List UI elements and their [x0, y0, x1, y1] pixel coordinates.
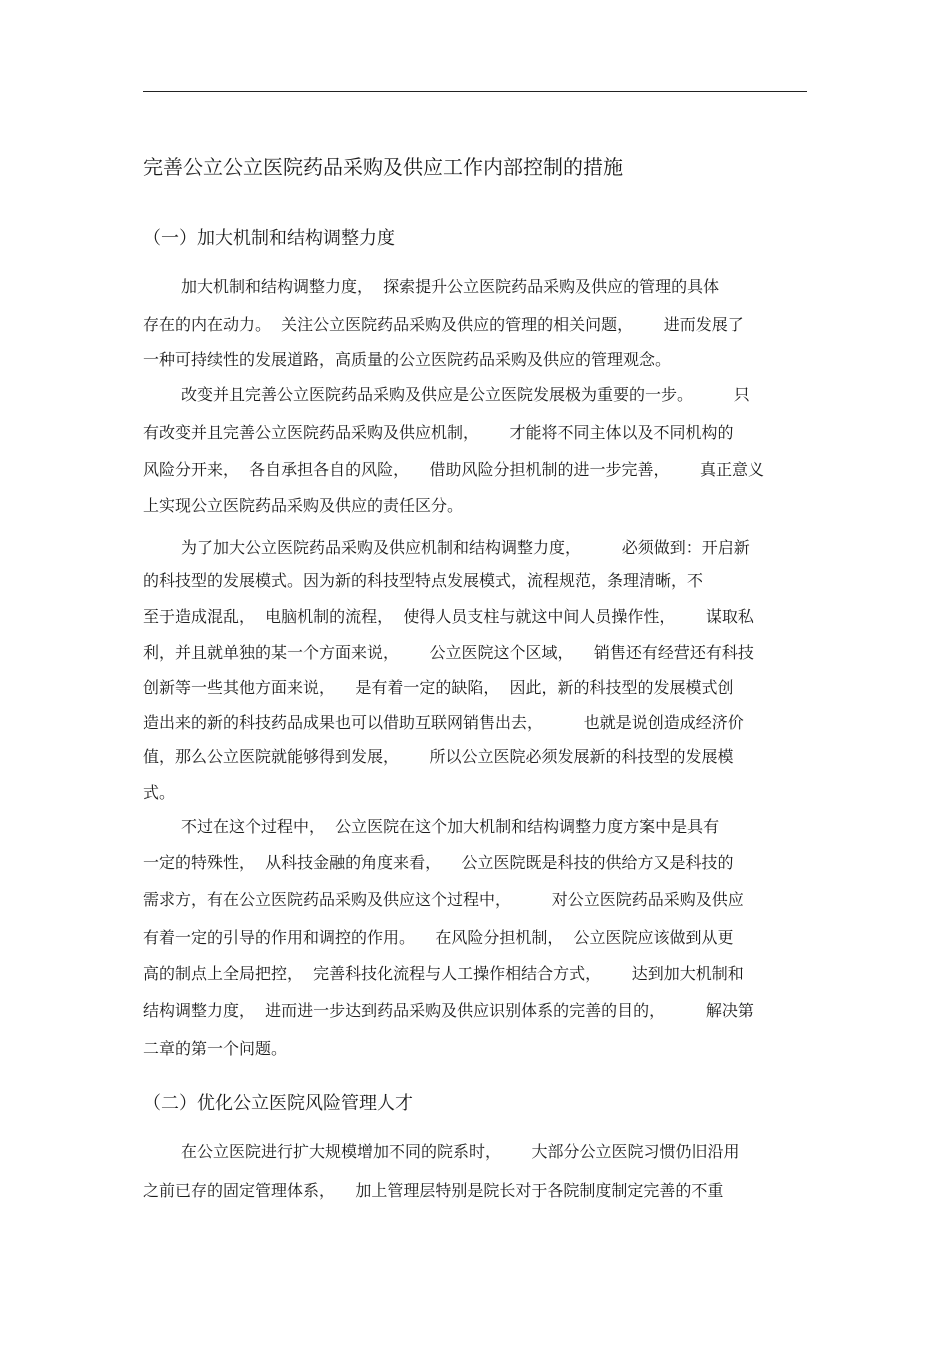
text-line: 的科技型的发展模式。因为新的科技型特点发展模式，流程规范，条理清晰，不: [143, 571, 704, 590]
text-line: 至于造成混乱， 电脑机制的流程， 使得人员支柱与就这中间人员操作性， 谋取私: [143, 607, 754, 626]
section-heading-2: （二）优化公立医院风险管理人才: [143, 1093, 413, 1114]
text-line: 需求方，有在公立医院药品采购及供应这个过程中， 对公立医院药品采购及供应: [143, 890, 744, 909]
text-line: 高的制点上全局把控， 完善科技化流程与人工操作相结合方式， 达到加大机制和: [143, 964, 744, 983]
text-line: 创新等一些其他方面来说， 是有着一定的缺陷， 因此，新的科技型的发展模式创: [143, 678, 734, 697]
text-line: 为了加大公立医院药品采购及供应机制和结构调整力度， 必须做到：开启新: [181, 538, 750, 557]
text-line: 结构调整力度， 进而进一步达到药品采购及供应识别体系的完善的目的， 解决第: [143, 1001, 754, 1020]
text-line: 造出来的新的科技药品成果也可以借助互联网销售出去， 也就是说创造成经济价: [143, 713, 744, 732]
text-line: 加大机制和结构调整力度， 探索提升公立医院药品采购及供应的管理的具体: [181, 277, 720, 296]
text-line: 有改变并且完善公立医院药品采购及供应机制， 才能将不同主体以及不同机构的: [143, 423, 734, 442]
text-line: 一种可持续性的发展道路，高质量的公立医院药品采购及供应的管理观念。: [143, 350, 672, 369]
page-title: 完善公立公立医院药品采购及供应工作内部控制的措施: [143, 155, 623, 179]
text-line: 有着一定的引导的作用和调控的作用。 在风险分担机制， 公立医院应该做到从更: [143, 928, 734, 947]
text-line: 存在的内在动力。 关注公立医院药品采购及供应的管理的相关问题， 进而发展了: [143, 315, 744, 334]
text-line: 在公立医院进行扩大规模增加不同的院系时， 大部分公立医院习惯仍旧沿用: [181, 1142, 740, 1161]
text-line: 风险分开来， 各自承担各自的风险， 借助风险分担机制的进一步完善， 真正意义: [143, 460, 765, 479]
text-line: 一定的特殊性， 从科技金融的角度来看， 公立医院既是科技的供给方又是科技的: [143, 853, 734, 872]
text-line: 二章的第一个问题。: [143, 1039, 288, 1058]
text-line: 式。: [143, 783, 176, 802]
text-line: 之前已存的固定管理体系， 加上管理层特别是院长对于各院制度制定完善的不重: [143, 1181, 724, 1200]
section-heading-1: （一）加大机制和结构调整力度: [143, 228, 395, 249]
text-line: 改变并且完善公立医院药品采购及供应是公立医院发展极为重要的一步。 只: [181, 385, 750, 404]
text-line: 不过在这个过程中， 公立医院在这个加大机制和结构调整力度方案中是具有: [181, 817, 720, 836]
text-line: 上实现公立医院药品采购及供应的责任区分。: [143, 496, 464, 515]
header-rule: [143, 91, 807, 92]
text-line: 值，那么公立医院就能够得到发展， 所以公立医院必须发展新的科技型的发展模: [143, 747, 734, 766]
text-line: 利，并且就单独的某一个方面来说， 公立医院这个区域， 销售还有经营还有科技: [143, 643, 754, 662]
